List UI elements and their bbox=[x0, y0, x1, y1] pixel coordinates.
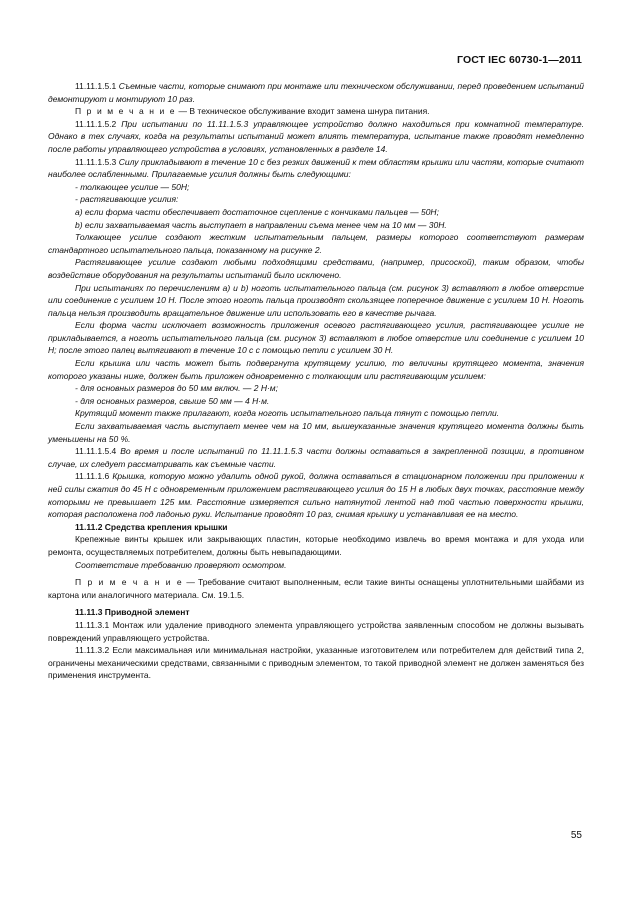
clause-number: 11.11.1.5.1 bbox=[75, 81, 119, 91]
note-1: П р и м е ч а н и е — В техническое обслуживание входит замена шнура питания. bbox=[75, 106, 430, 117]
paragraph: 11.11.3.1 Монтаж или удаление приводного элемента управляющего устройства заявленным способом не должны вызывать повреждений управляющего устройства. bbox=[48, 619, 584, 643]
paragraph: Если крышка или часть может быть подвергнута крутящему усилию, то величины крутящего момента, значения которого указаны ниже, должен быть приложен одновременно с толкающим или растягивающим усилием: bbox=[48, 358, 584, 381]
clause-11-11-1-5-3: 11.11.1.5.3 Силу прикладывают в течение 10 с без резких движений к тем областям крышки или частям, которые считают наиболее ослабленными. Прилагаемые усилия должны быть следующими: bbox=[48, 156, 584, 180]
paragraph: При испытаниях по перечислениям а) и b) ноготь испытательного пальца (см. рисунок 3) вставляют в любое отверстие или соединение с усилием 10 Н. После этого ноготь пальца производят скользящее поперечное движение с усилием 10 Н. Ноготь пальца нельзя производить вращательное движение или использовать его в качестве рычага. bbox=[48, 282, 584, 318]
page-number: 55 bbox=[570, 830, 582, 841]
list-item: - для основных размеров до 50 мм включ. — 2 Н·м; bbox=[75, 383, 278, 394]
clause-11-11-1-6: 11.11.1.6 Крышка, которую можно удалить одной рукой, должна оставаться в стационарном положении при приложении к ней силы сжатия до 45 Н с одновременным приложением растягивающего усилия до 15 Н в любых двух точках, расстояние между которыми не превышает 125 мм. Расстояние измеряется сильно натянутой лентой над той частью поверхности крышки, которая расположена под ладонью руки. Испытание проводят 10 раз, снимая крышку и устанавливая ее на место. bbox=[48, 471, 584, 520]
section-heading: 11.11.3 Приводной элемент bbox=[75, 607, 190, 618]
paragraph: Крепежные винты крышек или закрывающих пластин, которые необходимо извлечь во время монтажа и для ухода или ремонта, осуществляемых потребителем, должны быть невыпадающими. bbox=[48, 534, 584, 557]
clause-11-11-1-5-2: 11.11.1.5.2 При испытании по 11.11.1.5.3 управляющее устройство должно находиться при комнатной температуре. Однако в тех случаях, когда на результаты испытаний может влиять температура, испытание также проводят немедленно после работы управляющего устройства в условиях, установленных в разделе 14. bbox=[48, 118, 585, 154]
paragraph: Если захватываемая часть выступает менее чем на 10 мм, вышеуказанные значения крутящего момента должны быть уменьшены на 50 %. bbox=[48, 421, 584, 444]
list-item: - растягивающие усилия: bbox=[75, 194, 179, 205]
paragraph: Если форма части исключает возможность приложения осевого растягивающего усилия, растягивающее усилие не прикладывается, а ноготь испытательного пальца (см. рисунок 3) вставляют в любое отверстие или соединение с усилием 10 Н; после этого палец вытягивают в течение 10 с с помощью петли с усилием 30 Н. bbox=[48, 320, 584, 356]
paragraph: Растягивающее усилие создают любыми подходящими средствами, (например, присоской), таким образом, чтобы воздействие оборудования на результаты испытаний было исключено. bbox=[48, 257, 584, 280]
clause-11-11-1-5-1: 11.11.1.5.1 Съемные части, которые снимают при монтаже или техническом обслуживании, перед проведением испытаний демонтируют и монтируют 10 раз. bbox=[48, 81, 585, 104]
section-heading: 11.11.2 Средства крепления крышки bbox=[75, 521, 228, 532]
clause-11-11-1-5-4: 11.11.1.5.4 Во время и после испытаний по 11.11.1.5.3 части должны оставаться в закрепленной позиции, в противном случае, их следует рассматривать как съемные части. bbox=[48, 446, 584, 469]
list-item: а) если форма части обеспечивает достаточное сцепление с кончиками пальцев — 50Н; bbox=[75, 206, 439, 217]
paragraph: Толкающее усилие создают жестким испытательным пальцем, размеры которого соответствуют размерам стандартного испытательного пальца, показанному на рисунке 2. bbox=[48, 232, 584, 255]
list-item: - для основных размеров, свыше 50 мм — 4 Н·м. bbox=[75, 395, 270, 406]
standard-header: ГОСТ IEC 60730-1—2011 bbox=[457, 54, 582, 66]
paragraph: Крутящий момент также прилагают, когда ноготь испытательного пальца тянут с помощью петли. bbox=[75, 408, 500, 419]
list-item: b) если захватываемая часть выступает в направлении съема менее чем на 10 мм — 30Н. bbox=[75, 219, 447, 230]
list-item: - толкающее усилие — 50Н; bbox=[75, 181, 190, 192]
document-body bbox=[48, 80, 584, 682]
paragraph: Соответствие требованию проверяют осмотром. bbox=[75, 559, 287, 570]
note-2: П р и м е ч а н и е — Требование считают выполненным, если такие винты оснащены уплотнительными шайбами из картона или аналогичного материала. См. 19.1.5. bbox=[48, 577, 584, 600]
paragraph: 11.11.3.2 Если максимальная или минимальная настройки, указанные изготовителем или потребителем для действий типа 2, ограничены механическими средствами, связанными с приводным элементом, то такой приводной элемент не должен заменяться без применения инструмента. bbox=[48, 645, 584, 681]
